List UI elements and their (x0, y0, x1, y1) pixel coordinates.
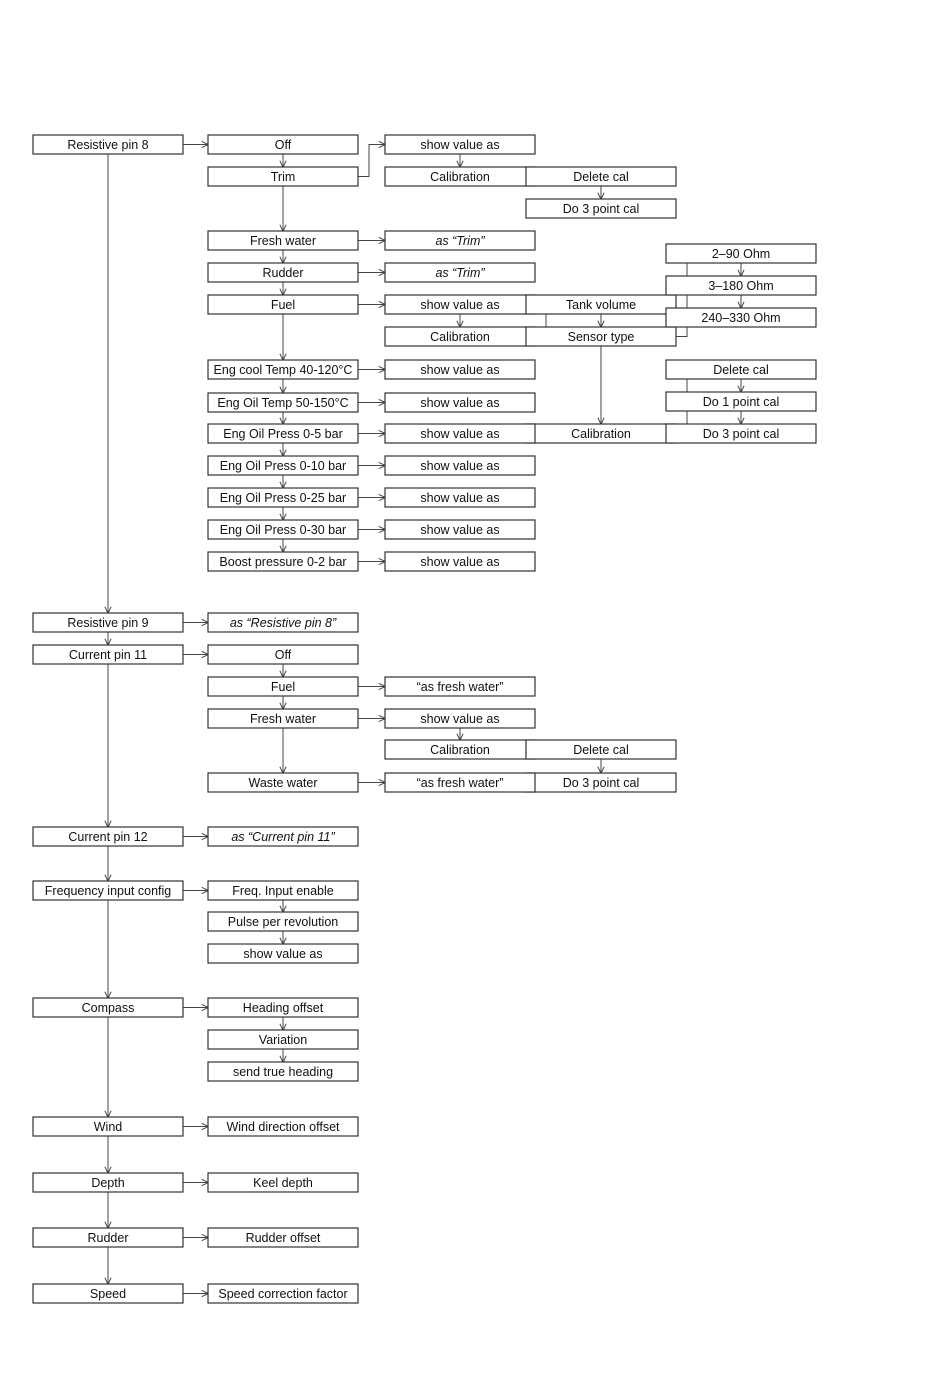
node-trim-del (526, 167, 676, 186)
node-label: Trim (270, 169, 296, 184)
node-freq (33, 881, 183, 900)
node-speed-corr (208, 1284, 358, 1303)
node-label: as “Current pin 11” (231, 829, 335, 844)
node-sensor (526, 327, 676, 346)
node-label: Eng Oil Press 0-10 bar (219, 458, 347, 473)
node-fuel-do3 (666, 424, 816, 443)
node-label: show value as (420, 297, 500, 312)
node-label: Sensor type (567, 329, 635, 344)
node-heading (208, 998, 358, 1017)
node-label: as “Trim” (435, 265, 485, 280)
node-ohm1 (666, 244, 816, 263)
node-waste-as (385, 773, 535, 792)
node-ohm3 (666, 308, 816, 327)
node-press5-show (385, 424, 535, 443)
node-label: 2–90 Ohm (711, 246, 771, 261)
node-label: Eng Oil Temp 50-150°C (217, 395, 349, 410)
node-rudder2 (33, 1228, 183, 1247)
node-label: Resistive pin 9 (67, 615, 149, 630)
node-res8 (33, 135, 183, 154)
node-label: show value as (420, 490, 500, 505)
node-label: Waste water (248, 775, 318, 790)
node-variation (208, 1030, 358, 1049)
node-label: Eng Oil Press 0-5 bar (223, 426, 343, 441)
node-res9-as (208, 613, 358, 632)
node-label: Off (274, 137, 292, 152)
node-label: show value as (420, 426, 500, 441)
node-label: Freq. Input enable (232, 883, 334, 898)
node-label: Rudder (262, 265, 304, 280)
node-tank (526, 295, 676, 314)
node-label: show value as (243, 946, 323, 961)
node-label: send true heading (232, 1064, 334, 1079)
node-label: show value as (420, 711, 500, 726)
node-press5 (208, 424, 358, 443)
node-label: Variation (258, 1032, 308, 1047)
node-label: Heading offset (242, 1000, 324, 1015)
node-label: show value as (420, 137, 500, 152)
node-fuel-do1 (666, 392, 816, 411)
node-label: Calibration (430, 329, 490, 344)
node-press25 (208, 488, 358, 507)
node-press30 (208, 520, 358, 539)
node-label: Fuel (270, 297, 296, 312)
node-layer (33, 135, 816, 1303)
node-label: Wind (93, 1119, 123, 1134)
node-fresh1-as (385, 231, 535, 250)
node-label: Do 3 point cal (562, 201, 640, 216)
node-label: Calibration (571, 426, 631, 441)
node-rudder1-as (385, 263, 535, 282)
node-trim-cal (385, 167, 535, 186)
node-label: Pulse per revolution (227, 914, 339, 929)
node-off1 (208, 135, 358, 154)
node-label: Rudder offset (245, 1230, 321, 1245)
node-keel (208, 1173, 358, 1192)
node-res9 (33, 613, 183, 632)
node-speed (33, 1284, 183, 1303)
node-label: show value as (420, 554, 500, 569)
node-label: Compass (81, 1000, 135, 1015)
node-press10-show (385, 456, 535, 475)
node-fresh2-cal (385, 740, 535, 759)
node-label: Eng Oil Press 0-25 bar (219, 490, 347, 505)
edge-trim-to-trim-show (358, 145, 385, 177)
node-engcool (208, 360, 358, 379)
node-label: show value as (420, 458, 500, 473)
node-freq-show (208, 944, 358, 963)
node-label: Resistive pin 8 (67, 137, 149, 152)
node-label: 240–330 Ohm (701, 310, 781, 325)
node-label: Fuel (270, 679, 296, 694)
node-press30-show (385, 520, 535, 539)
node-fresh2-show (385, 709, 535, 728)
node-label: Fresh water (250, 711, 316, 726)
node-fuel1-show (385, 295, 535, 314)
node-label: Delete cal (713, 362, 769, 377)
node-label: show value as (420, 362, 500, 377)
node-label: Rudder (87, 1230, 129, 1245)
node-fuel-cal2 (526, 424, 676, 443)
node-label: Eng cool Temp 40-120°C (213, 362, 353, 377)
node-trim-show (385, 135, 535, 154)
node-trim-do3 (526, 199, 676, 218)
node-label: Current pin 11 (68, 647, 148, 662)
node-fuel1-cal (385, 327, 535, 346)
node-fuel2 (208, 677, 358, 696)
node-fuel2-as (385, 677, 535, 696)
node-fresh2-del (526, 740, 676, 759)
node-fresh2 (208, 709, 358, 728)
node-engoil-show (385, 393, 535, 412)
node-boost (208, 552, 358, 571)
node-waste (208, 773, 358, 792)
node-engcool-show (385, 360, 535, 379)
node-label: Frequency input config (44, 883, 172, 898)
node-ohm2 (666, 276, 816, 295)
node-freq-en (208, 881, 358, 900)
node-engoil (208, 393, 358, 412)
node-label: Wind direction offset (226, 1119, 340, 1134)
node-rudder1 (208, 263, 358, 282)
node-pulse (208, 912, 358, 931)
node-cur12-as (208, 827, 358, 846)
node-label: Eng Oil Press 0-30 bar (219, 522, 347, 537)
node-label: Depth (91, 1175, 125, 1190)
node-label: Calibration (430, 169, 490, 184)
node-cur11 (33, 645, 183, 664)
node-boost-show (385, 552, 535, 571)
node-cur12 (33, 827, 183, 846)
node-press25-show (385, 488, 535, 507)
node-label: Fresh water (250, 233, 316, 248)
node-label: Keel depth (253, 1175, 313, 1190)
node-label: “as fresh water” (416, 775, 504, 790)
node-wind-off (208, 1117, 358, 1136)
node-label: Speed (89, 1286, 127, 1301)
node-fresh1 (208, 231, 358, 250)
node-trim (208, 167, 358, 186)
node-label: “as fresh water” (416, 679, 504, 694)
node-fresh2-do3 (526, 773, 676, 792)
node-label: Current pin 12 (68, 829, 148, 844)
node-label: show value as (420, 522, 500, 537)
node-fuel1 (208, 295, 358, 314)
node-label: as “Resistive pin 8” (229, 615, 337, 630)
node-label: Delete cal (573, 742, 629, 757)
node-compass (33, 998, 183, 1017)
node-label: 3–180 Ohm (708, 278, 774, 293)
node-label: Speed correction factor (218, 1286, 348, 1301)
node-label: as “Trim” (435, 233, 485, 248)
node-wind (33, 1117, 183, 1136)
node-label: Calibration (430, 742, 490, 757)
node-label: Delete cal (573, 169, 629, 184)
node-label: show value as (420, 395, 500, 410)
node-label: Off (274, 647, 292, 662)
node-label: Boost pressure 0-2 bar (219, 554, 347, 569)
node-fuel-del (666, 360, 816, 379)
node-label: Tank volume (565, 297, 637, 312)
node-press10 (208, 456, 358, 475)
node-label: Do 1 point cal (702, 394, 780, 409)
node-off2 (208, 645, 358, 664)
node-label: Do 3 point cal (702, 426, 780, 441)
node-rudder-off (208, 1228, 358, 1247)
node-depth (33, 1173, 183, 1192)
node-truehead (208, 1062, 358, 1081)
node-label: Do 3 point cal (562, 775, 640, 790)
